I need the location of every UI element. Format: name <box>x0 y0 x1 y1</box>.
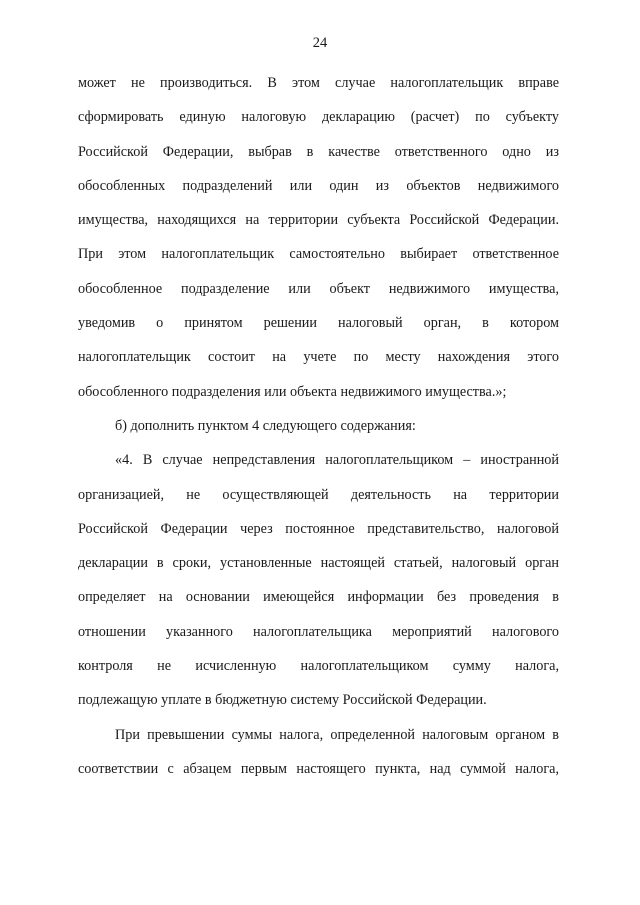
text-line: декларации в сроки, установленные настоящей статьей, налоговый орган <box>78 555 559 572</box>
text-line: При этом налогоплательщик самостоятельно выбирает ответственное <box>78 246 559 263</box>
text-line: налогоплательщик состоит на учете по месту нахождения этого <box>78 349 559 366</box>
text-line: При превышении суммы налога, определенной налоговым органом в <box>115 726 559 743</box>
paragraph <box>78 718 559 787</box>
document-body <box>78 66 559 786</box>
text-line: отношении указанного налогоплательщика мероприятий налогового <box>78 623 559 640</box>
text-line: определяет на основании имеющейся информации без проведения в <box>78 589 559 606</box>
text-line: сформировать единую налоговую декларацию (расчет) по субъекту <box>78 109 559 126</box>
text-line: подлежащую уплате в бюджетную систему Российской Федерации. <box>78 692 487 709</box>
text-line: обособленных подразделений или один из объектов недвижимого <box>78 177 559 194</box>
text-line: б) дополнить пунктом 4 следующего содержания: <box>115 417 416 434</box>
text-line: Российской Федерации через постоянное представительство, налоговой <box>78 520 559 537</box>
text-line: Российской Федерации, выбрав в качестве ответственного одно из <box>78 143 559 160</box>
paragraph <box>78 443 559 717</box>
text-line: обособленное подразделение или объект недвижимого имущества, <box>78 280 559 297</box>
text-line: обособленного подразделения или объекта недвижимого имущества.»; <box>78 383 507 400</box>
text-line: уведомив о принятом решении налоговый орган, в котором <box>78 315 559 332</box>
text-line: имущества, находящихся на территории субъекта Российской Федерации. <box>78 212 559 229</box>
text-line: «4. В случае непредставления налогоплательщиком – иностранной <box>115 452 559 469</box>
text-line: организацией, не осуществляющей деятельность на территории <box>78 486 559 503</box>
text-line: может не производиться. В этом случае налогоплательщик вправе <box>78 75 559 91</box>
text-line: контроля не исчисленную налогоплательщиком сумму налога, <box>78 658 559 675</box>
paragraph <box>78 66 559 409</box>
page-number: 24 <box>312 35 328 51</box>
paragraph <box>78 409 559 443</box>
text-line: соответствии с абзацем первым настоящего пункта, над суммой налога, <box>78 760 559 777</box>
